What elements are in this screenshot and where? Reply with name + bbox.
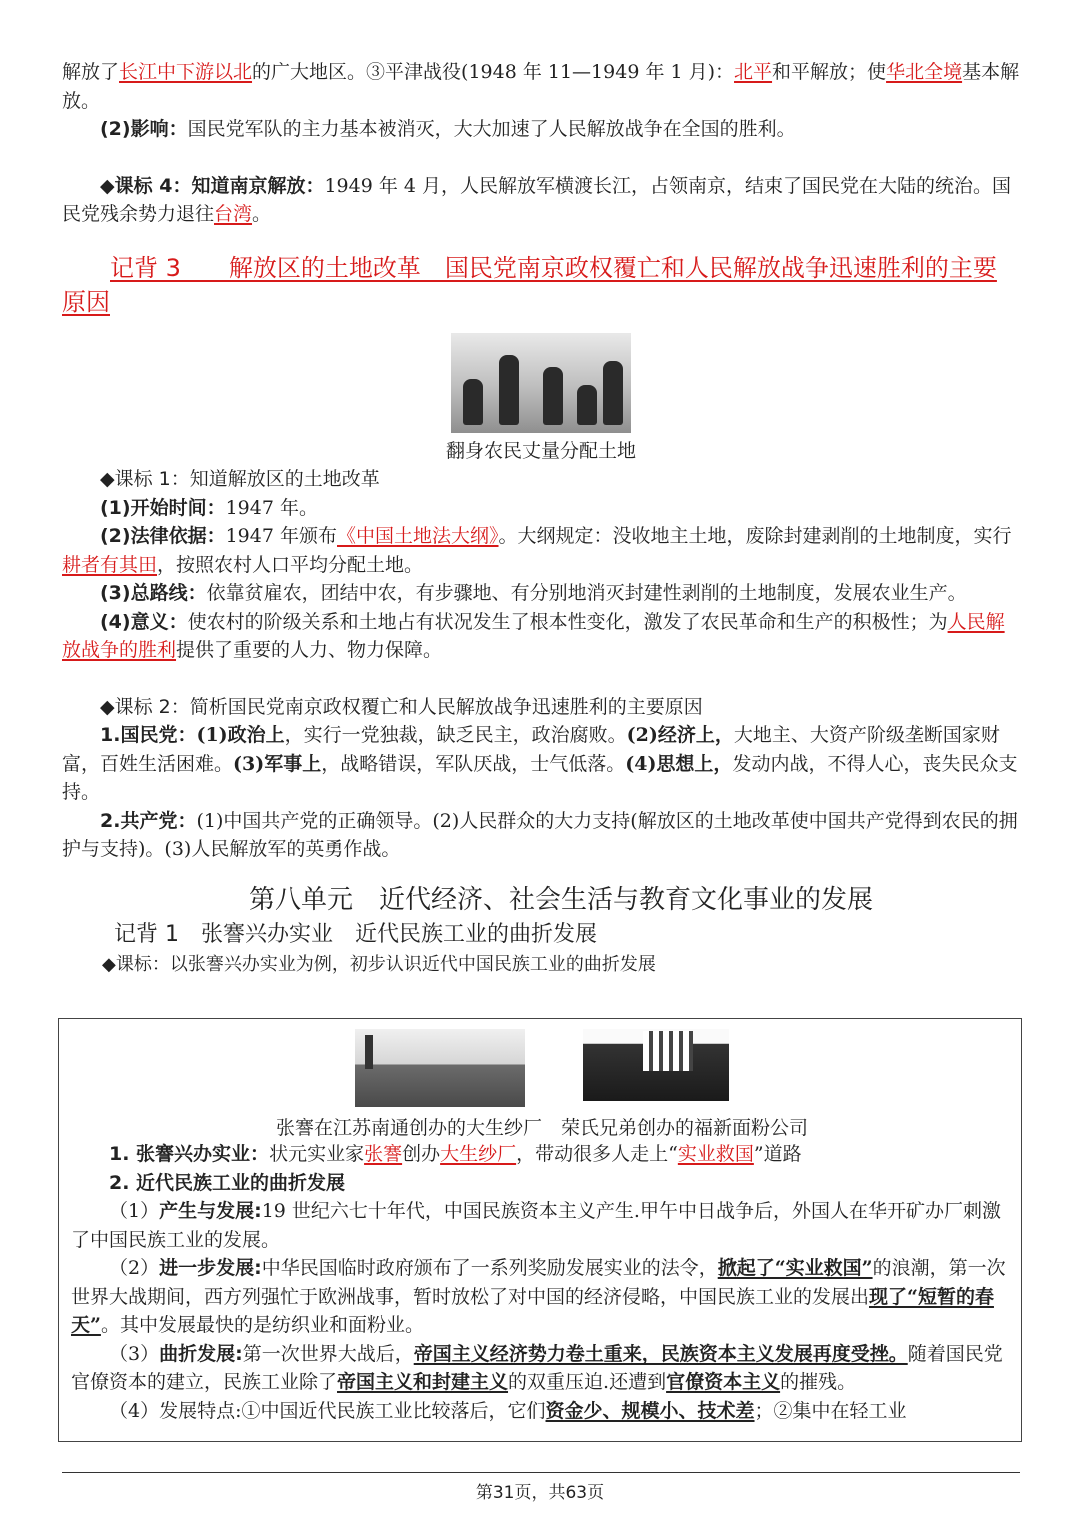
industry-development-heading: 2. 近代民族工业的曲折发展 (109, 1171, 346, 1194)
cpc-reasons: 2.共产党：(1)中国共产党的正确领导。(2)人民群众的大力支持(解放区的土地改革使中国共产党得到农民的拥护与支持)。(3)人民解放军的英勇作战。 (62, 809, 1018, 860)
item-features: （4）发展特点:①中国近代民族工业比较落后，它们资金少、规模小、技术差；②集中在轻工业 (109, 1399, 907, 1422)
paragraph-nanjing: ◆课标 4：知道南京解放：1949 年 4 月，人民解放军横渡长江，占领南京，结束了国民党在大陆的统治。国民党残余势力退往台湾。 (62, 174, 1012, 225)
fuxin-flour-photo (583, 1029, 729, 1101)
photo-caption: 翻身农民丈量分配土地 (445, 439, 636, 462)
box-caption: 张謇在江苏南通创办的大生纱厂 荣氏兄弟创办的福新面粉公司 (275, 1117, 808, 1139)
paragraph-pingjin: 解放了长江中下游以北的广大地区。③平津战役(1948 年 11—1949 年 1 月)：北平和平解放；使华北全境基本解放。 (62, 61, 1020, 112)
general-line: (3)总路线：依靠贫雇农，团结中农，有步骤地、有分别地消灭封建性剥削的土地制度，发展农业生产。 (100, 582, 967, 604)
dasheng-factory-photo (355, 1029, 525, 1107)
footer-divider (62, 1472, 1020, 1473)
kmt-reasons: 1.国民党：(1)政治上，实行一党独裁，缺乏民主，政治腐败。(2)经济上，大地主、大资产阶级垄断国家财富，百姓生活困难。(3)军事上，战略错误，军队厌战，士气低落。(4)思想上，发动内战，不得人心，丧失民众支持。 (62, 724, 1018, 803)
zhangjian-industry: 1. 张謇兴办实业：状元实业家张謇创办大生纱厂，带动很多人走上“实业救国”道路 (109, 1143, 802, 1165)
standard-1: ◆课标 1：知道解放区的土地改革 (100, 468, 380, 490)
document-body (62, 58, 1020, 978)
start-time: (1)开始时间：1947 年。 (100, 496, 318, 519)
legal-basis: (2)法律依据：1947 年颁布《中国土地法大纲》。大纲规定：没收地主土地，废除封建剥削的土地制度，实行耕者有其田，按照农村人口平均分配土地。 (62, 525, 1012, 576)
item-further-development: （2）进一步发展:中华民国临时政府颁布了一系列奖励发展实业的法令，掀起了“实业救国”的浪潮，第一次世界大战期间，西方列强忙于欧洲战事，暂时放松了对中国的经济侵略，中国民族工业的发展出现了“短暂的春天”。其中发展最快的是纺织业和面粉业。 (71, 1257, 1006, 1336)
paragraph-influence: (2)影响：国民党军队的主力基本被消灭，大大加速了人民解放战争在全国的胜利。 (100, 118, 796, 140)
unit-8-title: 第八单元 近代经济、社会生活与教育文化事业的发展 (248, 884, 873, 915)
item-setback: （3）曲折发展:第一次世界大战后，帝国主义经济势力卷土重来，民族资本主义发展再度受挫。随着国民党官僚资本的建立，民族工业除了帝国主义和封建主义的双重压迫.还遭到官僚资本主义的摧残。 (71, 1342, 1003, 1393)
significance: (4)意义：使农村的阶级关系和土地占有状况发生了根本性变化，激发了农民革命和生产的积极性；为人民解放战争的胜利提供了重要的人力、物力保障。 (62, 610, 1005, 661)
item-origin: （1）产生与发展:19 世纪六七十年代，中国民族资本主义产生.甲午中日战争后，外国人在华开矿办厂刺激了中国民族工业的发展。 (71, 1200, 1001, 1251)
industry-box (58, 1018, 1022, 1442)
land-reform-photo (451, 333, 631, 433)
standard-2: ◆课标 2：简析国民党南京政权覆亡和人民解放战争迅速胜利的主要原因 (100, 695, 703, 718)
unit-8-subtitle: 记背 1 张謇兴办实业 近代民族工业的曲折发展 (114, 921, 597, 947)
page-number: 第31页，共63页 (475, 1483, 605, 1503)
unit-8-standard: ◆课标：以张謇兴办实业为例，初步认识近代中国民族工业的曲折发展 (102, 953, 656, 975)
section-heading-3: 记背 3 解放区的土地改革 国民党南京政权覆亡和人民解放战争迅速胜利的主要原因 (62, 253, 997, 316)
